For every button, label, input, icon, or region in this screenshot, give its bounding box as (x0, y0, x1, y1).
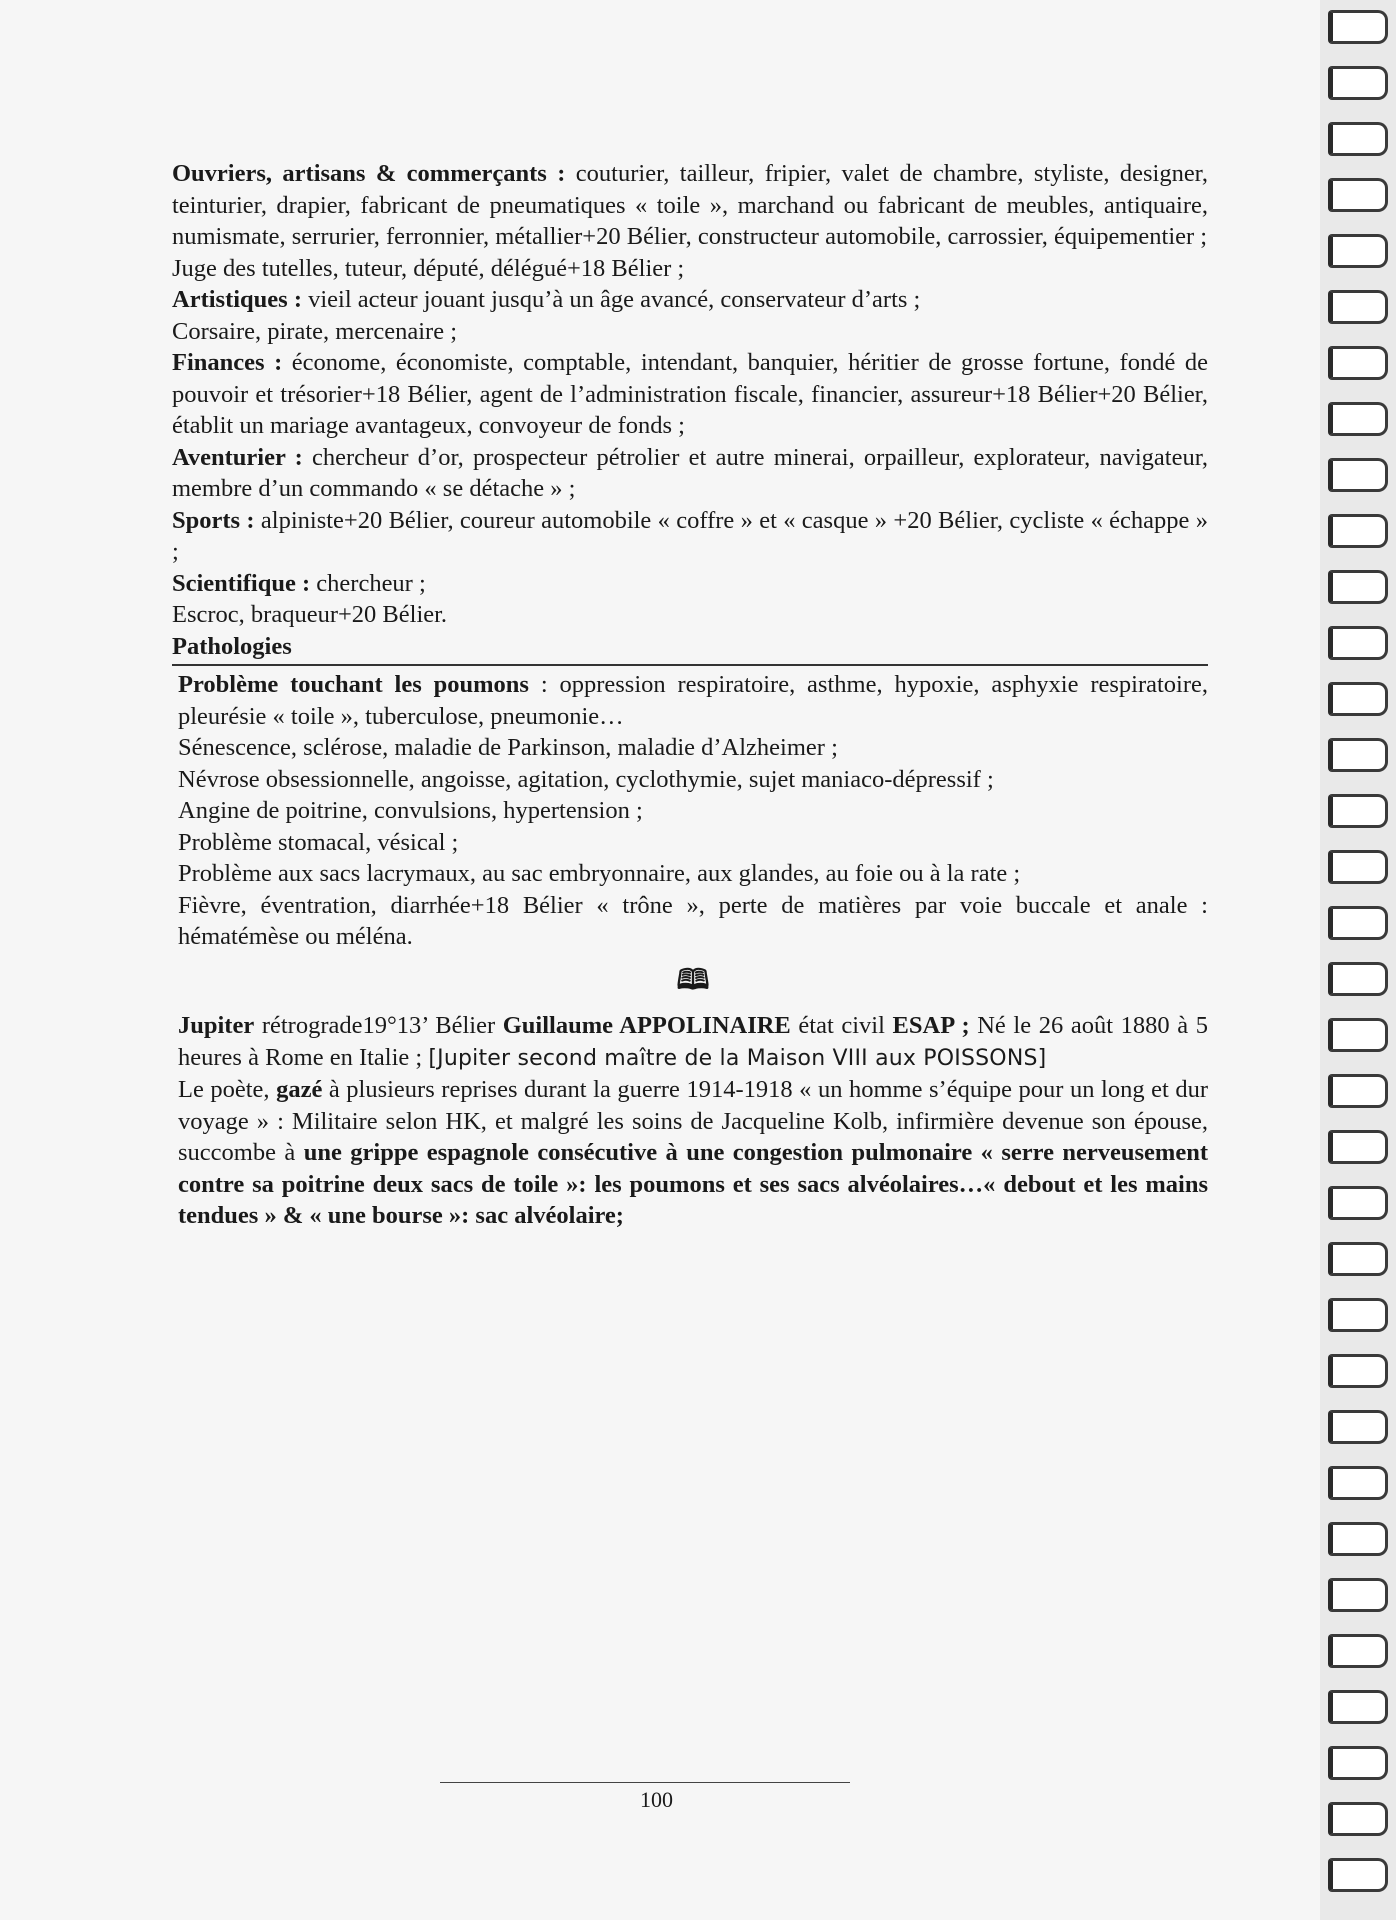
page-text (172, 158, 1208, 1232)
binding-ring (1328, 458, 1388, 492)
section-heading: Pathologies (172, 632, 292, 660)
binding-ring (1328, 794, 1388, 828)
pathology-line: Fièvre, éventration, diarrhée+18 Bélier « trône », perte de matières par voie buccale et anale : hématémèse ou méléna. (178, 891, 1208, 950)
category-label: Ouvriers, artisans & commerçants : (172, 160, 566, 187)
binding-ring (1328, 962, 1388, 996)
binding-ring (1328, 1802, 1388, 1836)
pathology-line: Névrose obsessionnelle, angoisse, agitation, cyclothymie, sujet maniaco-dépressif ; (178, 765, 994, 793)
binding-ring (1328, 1242, 1388, 1276)
binding-ring (1328, 66, 1388, 100)
category-label: Artistiques : (172, 286, 302, 313)
paragraph-poumons: Problème touchant les poumons : oppression respiratoire, asthme, hypoxie, asphyxie respiratoire, pleurésie « toile », tuberculose, pneumonie… (178, 671, 1209, 730)
pathology-line: Problème stomacal, vésical ; (178, 828, 459, 856)
binding-ring (1328, 1298, 1388, 1332)
text-line: Juge des tutelles, tuteur, député, délégué+18 Bélier ; (172, 254, 685, 282)
binding-ring (1328, 346, 1388, 380)
binding-ring (1328, 1130, 1388, 1164)
spiral-binding (1320, 0, 1396, 1920)
paragraph-aventurier: Aventurier : chercheur d’or, prospecteur pétrolier et autre minerai, orpailleur, explorateur, navigateur, membre d’un commando « se détache » ; (172, 443, 1208, 502)
book-icon: 🕮 (676, 964, 710, 996)
category-label: Sports : (172, 506, 255, 534)
binding-ring (1328, 682, 1388, 716)
binding-ring (1328, 402, 1388, 436)
binding-ring (1328, 1634, 1388, 1668)
binding-ring (1328, 906, 1388, 940)
binding-ring (1328, 514, 1388, 548)
binding-ring (1328, 1522, 1388, 1556)
handwritten-note: [Jupiter second maître de la Maison VIII aux POISSONS] (428, 1045, 1047, 1071)
pathology-line: Problème aux sacs lacrymaux, au sac embryonnaire, aux glandes, au foie ou à la rate ; (178, 860, 1021, 887)
binding-ring (1328, 1466, 1388, 1500)
paragraph-ouvriers: Ouvriers, artisans & commerçants : couturier, tailleur, fripier, valet de chambre, styliste, designer, teinturier, drapier, fabricant de pneumatiques « toile », marchand ou fabricant de meubles, antiquaire, numismate, serrurier, ferronnier, métallier+20 Bélier, constructeur automobile, carrossier, équipementier ; (172, 160, 1208, 250)
pathology-line: Sénescence, sclérose, maladie de Parkinson, maladie d’Alzheimer ; (178, 734, 838, 761)
paragraph-poete: Le poète, gazé à plusieurs reprises durant la guerre 1914-1918 « un homme s’équipe pour un long et dur voyage » : Militaire selon HK, et malgré les soins de Jacqueline Kolb, infirmière devenue son épouse, succombe à une grippe espagnole consécutive à une congestion pulmonaire « serre nerveusement contre sa poitrine deux sacs de toile »: les poumons et ses sacs alvéolaires…« debout et les mains tendues » & « une bourse »: sac alvéolaire; (178, 1076, 1208, 1229)
paragraph-sports: Sports : alpiniste+20 Bélier, coureur automobile « coffre » et « casque » +20 Bélier, cycliste « échappe » ; (172, 506, 1208, 565)
paragraph-jupiter: Jupiter rétrograde19°13’ Bélier Guillaume APPOLINAIRE état civil ESAP ; Né le 26 août 1880 à 5 heures à Rome en Italie ; [Jupiter second maître de la Maison VIII aux POISSONS] (178, 1012, 1208, 1071)
binding-ring (1328, 738, 1388, 772)
binding-ring (1328, 1858, 1388, 1892)
page-number: 100 (640, 1787, 673, 1812)
binding-ring (1328, 122, 1388, 156)
binding-ring (1328, 1746, 1388, 1780)
category-label: Scientifique : (172, 569, 311, 597)
binding-ring (1328, 1018, 1388, 1052)
binding-ring (1328, 1410, 1388, 1444)
paragraph-finances: Finances : économe, économiste, comptable, intendant, banquier, héritier de grosse fortune, fondé de pouvoir et trésorier+18 Bélier, agent de l’administration fiscale, financier, assureur+18 Bélier+20 Bélier, établit un mariage avantageux, convoyeur de fonds ; (172, 349, 1209, 439)
category-label: Finances : (172, 349, 283, 376)
binding-ring (1328, 290, 1388, 324)
paragraph-artistiques: Artistiques : vieil acteur jouant jusqu’à un âge avancé, conservateur d’arts ; (172, 286, 921, 313)
pathologies-block (172, 669, 1208, 1232)
text-line: Corsaire, pirate, mercenaire ; (172, 317, 458, 345)
paragraph-scientifique: Scientifique : chercheur ; (172, 569, 426, 597)
binding-ring (1328, 626, 1388, 660)
binding-ring (1328, 1578, 1388, 1612)
binding-ring (1328, 1186, 1388, 1220)
binding-ring (1328, 10, 1388, 44)
text-line: Escroc, braqueur+20 Bélier. (172, 601, 448, 628)
binding-ring (1328, 850, 1388, 884)
binding-ring (1328, 1690, 1388, 1724)
binding-ring (1328, 1074, 1388, 1108)
binding-ring (1328, 570, 1388, 604)
pathology-line: Angine de poitrine, convulsions, hypertension ; (178, 797, 643, 824)
category-label: Problème touchant les poumons (178, 671, 529, 698)
binding-ring (1328, 178, 1388, 212)
binding-ring (1328, 1354, 1388, 1388)
footer-rule (440, 1782, 850, 1783)
binding-ring (1328, 234, 1388, 268)
section-rule (172, 664, 1208, 666)
category-label: Aventurier : (172, 443, 303, 471)
